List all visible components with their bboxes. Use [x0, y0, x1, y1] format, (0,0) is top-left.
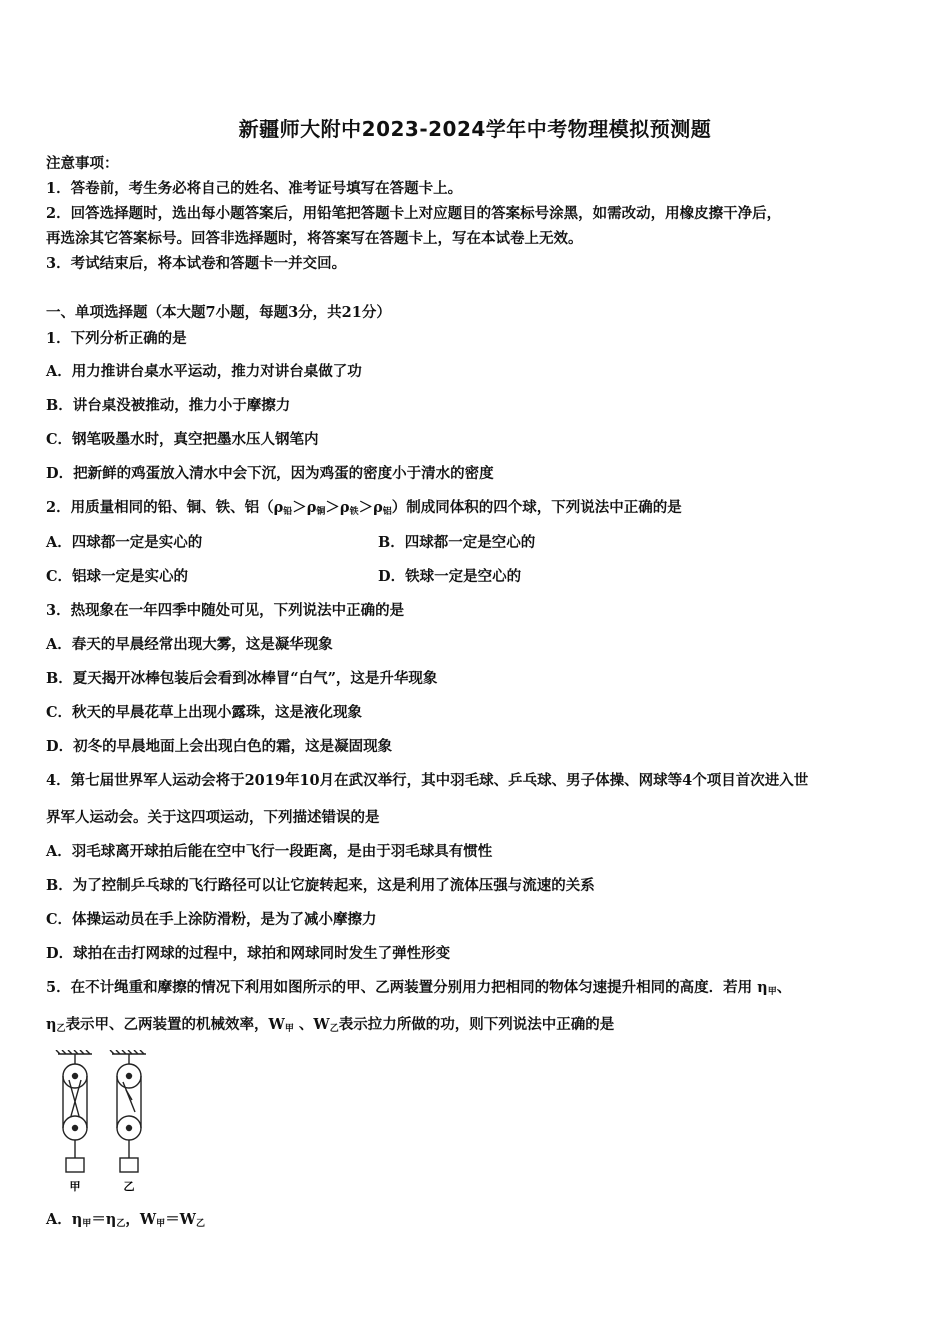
q2-option-b: B．四球都一定是空心的 — [378, 534, 536, 551]
q3-option-c: C．秋天的早晨花草上出现小露珠，这是液化现象 — [46, 704, 363, 721]
q2-option-a: A．四球都一定是实心的 — [46, 534, 203, 551]
q1-option-b: B．讲台桌没被推动，推力小于摩擦力 — [46, 397, 291, 414]
figure-label-jia: 甲 — [69, 1180, 81, 1193]
q2-stem: 2．用质量相同的铅、铜、铁、铝$(\rho_铅>\rho_铜>\rho_铁>\rho_铝)$制成同体积的四个球，下列说法中正确的是 — [46, 499, 682, 517]
q4-option-b: B．为了控制乒乓球的飞行路径可以让它旋转起来，这是利用了流体压强与流速的关系 — [46, 877, 595, 894]
q4-option-a: A．羽毛球离开球拍后能在空中飞行一段距离，是由于羽毛球具有惯性 — [46, 843, 493, 860]
q2-option-c: C．铝球一定是实心的 — [46, 568, 189, 585]
q4-option-d: D．球拍在击打网球的过程中，球拍和网球同时发生了弹性形变 — [46, 945, 451, 962]
notice-item: 2．回答选择题时，选出每小题答案后，用铅笔把答题卡上对应题目的答案标号涂黑，如需改动，用橡皮擦干净后， — [46, 205, 782, 222]
section-heading: 一、单项选择题（本大题7小题，每题3分，共21分） — [46, 304, 391, 321]
q3-option-b: B．夏天揭开冰棒包装后会看到冰棒冒“白气”，这是升华现象 — [46, 670, 438, 687]
q1-option-d: D．把新鲜的鸡蛋放入清水中会下沉，因为鸡蛋的密度小于清水的密度 — [46, 465, 494, 482]
notice-item: 1．答卷前，考生务必将自己的姓名、准考证号填写在答题卡上。 — [46, 180, 463, 197]
q2-option-d: D．铁球一定是空心的 — [378, 568, 522, 585]
q1-option-a: A．用力推讲台桌水平运动，推力对讲台桌做了功 — [46, 363, 362, 380]
notice-item: 再选涂其它答案标号。回答非选择题时，将答案写在答题卡上，写在本试卷上无效。 — [46, 230, 583, 247]
q1-stem: 1．下列分析正确的是 — [46, 330, 187, 347]
q4-option-c: C．体操运动员在手上涂防滑粉，是为了减小摩擦力 — [46, 911, 377, 928]
q3-option-d: D．初冬的早晨地面上会出现白色的霜，这是凝固现象 — [46, 738, 393, 755]
q5-stem-cont: $\eta_乙$表示甲、乙两装置的机械效率，$W_甲$ 、$W_乙$表示拉力所做的功，则下列说法中正确的是 — [46, 1016, 615, 1034]
q4-stem-cont: 界军人运动会。关于这四项运动，下列描述错误的是 — [46, 809, 380, 826]
notice-item: 3．考试结束后，将本试卷和答题卡一并交回。 — [46, 255, 347, 272]
q4-stem: 4．第七届世界军人运动会将于2019年10月在武汉举行，其中羽毛球、乒乓球、男子体操、网球等4个项目首次进入世 — [46, 772, 809, 789]
figure-label-yi: 乙 — [123, 1180, 135, 1193]
q3-stem: 3．热现象在一年四季中随处可见，下列说法中正确的是 — [46, 602, 405, 619]
pulley-figure — [50, 1050, 160, 1195]
q3-option-a: A．春天的早晨经常出现大雾，这是凝华现象 — [46, 636, 333, 653]
q1-option-c: C．钢笔吸墨水时，真空把墨水压人钢笔内 — [46, 431, 319, 448]
notice-heading: 注意事项： — [46, 155, 119, 172]
page-title: 新疆师大附中2023-2024学年中考物理模拟预测题 — [238, 117, 712, 141]
q5-option-a: A．$\eta_甲=\eta_乙$，$W_甲=W_乙$ — [46, 1211, 205, 1229]
q5-stem: 5．在不计绳重和摩擦的情况下利用如图所示的甲、乙两装置分别用力把相同的物体匀速提升相同的高度．若用 $\eta_甲$、 — [46, 979, 792, 997]
